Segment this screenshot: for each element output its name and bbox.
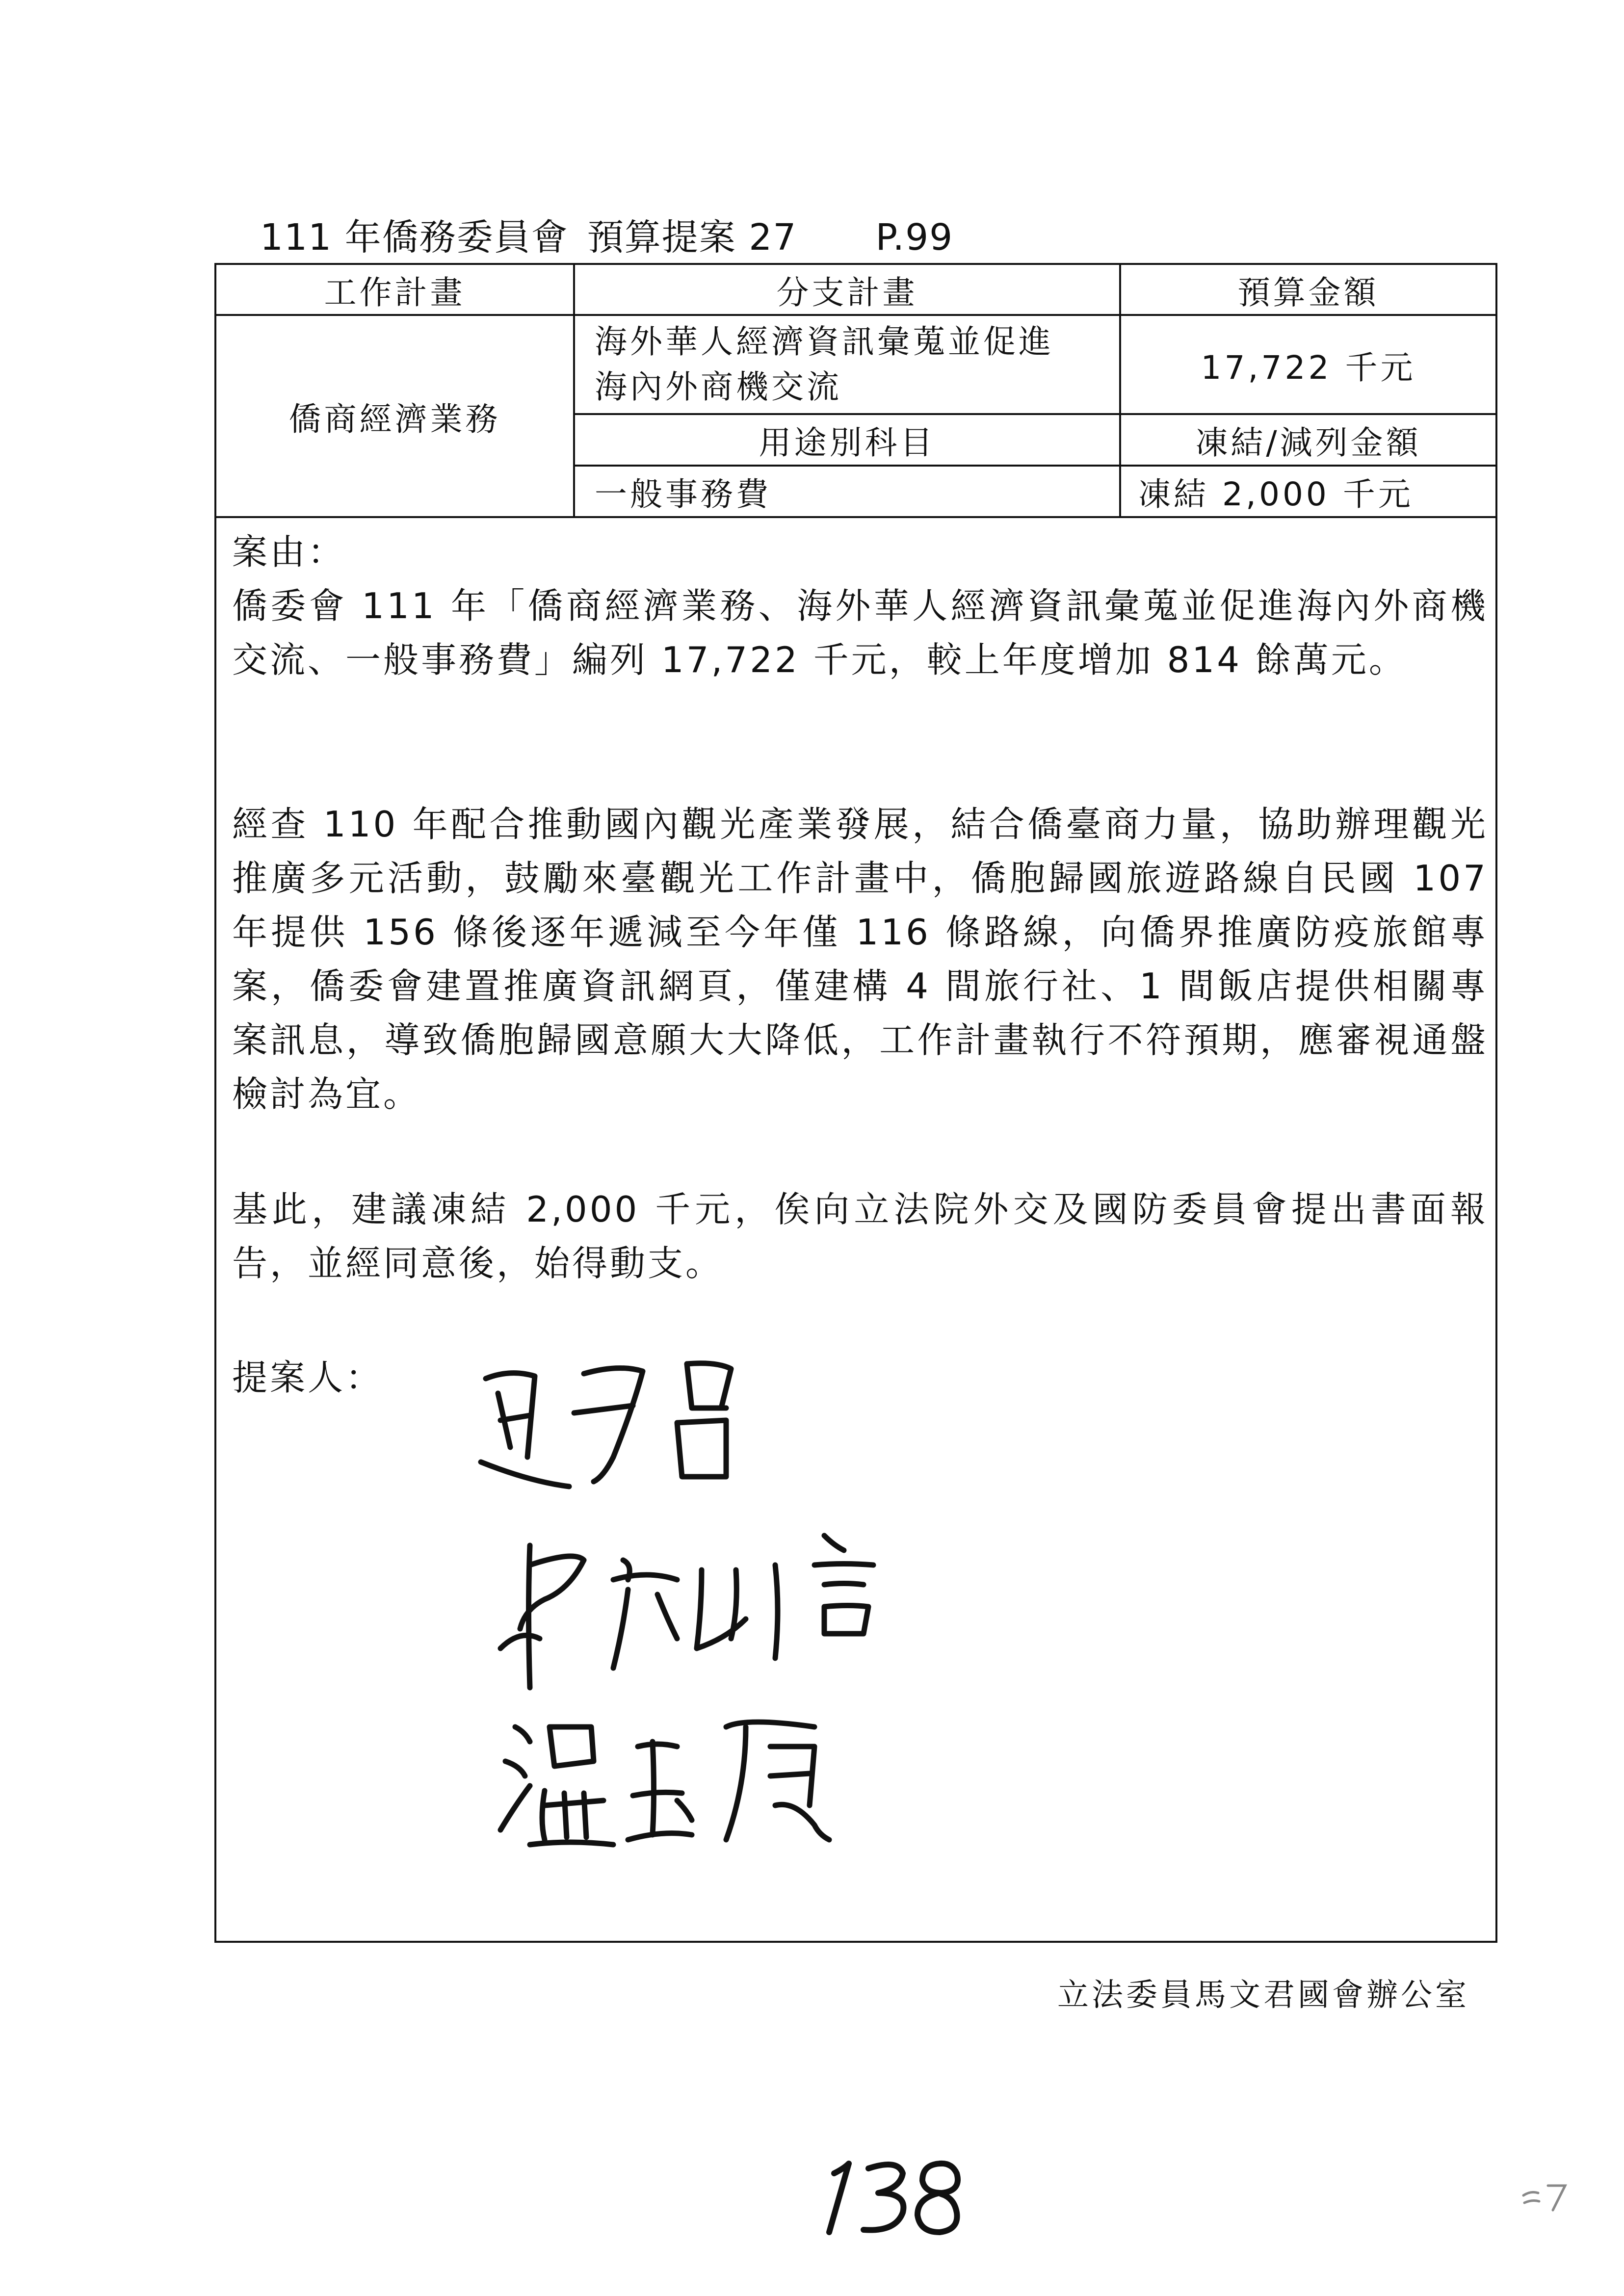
work-plan-cell: 僑商經濟業務 xyxy=(288,400,501,438)
header-title: 111 年僑務委員會 xyxy=(260,216,569,259)
subheader-subject: 用途別科目 xyxy=(759,424,936,462)
branch-plan-line: 海內外商機交流 xyxy=(595,368,842,406)
budget-amount-cell: 17,722 千元 xyxy=(1201,348,1416,387)
signature-3 xyxy=(500,1722,829,1845)
reason-paragraph-2: 經查 110 年配合推動國內觀光產業發展，結合僑臺商力量，協助辦理觀光推廣多元活動，鼓勵來臺觀光工作計畫中，僑胞歸國旅遊路線自民國 107 年提供 156 條後逐年遞減至今年僅 116 條路線，向僑界推廣防疫旅館專案，僑委會建置推廣資訊網頁，僅建構 4 間旅行社、1 間飯店提供相關專案訊息，導致僑胞歸國意願大大降低，工作計畫執行不符預期，應審視通盤檢討為宜。 xyxy=(232,804,1488,1115)
col-header-branch-plan: 分支計畫 xyxy=(776,273,918,312)
col-header-work-plan: 工作計畫 xyxy=(324,273,466,312)
frozen-amount-cell: 凍結 2,000 千元 xyxy=(1138,475,1414,513)
reason-label: 案由： xyxy=(232,531,346,573)
signature-1 xyxy=(481,1363,731,1487)
corner-scan-mark xyxy=(1519,2176,1572,2215)
handwritten-page-number xyxy=(814,2144,971,2242)
signature-2 xyxy=(500,1536,873,1688)
office-footer: 立法委員馬文君國會辦公室 xyxy=(1057,1977,1469,2013)
col-header-budget-amount: 預算金額 xyxy=(1237,273,1379,312)
branch-plan-cell xyxy=(575,316,1119,413)
subject-cell: 一般事務費 xyxy=(595,475,771,513)
reason-paragraph-3: 基此，建議凍結 2,000 千元，俟向立法院外交及國防委員會提出書面報告，並經同意後，始得動支。 xyxy=(232,1189,1488,1284)
reason-paragraph-1: 僑委會 111 年「僑商經濟業務、海外華人經濟資訊彙蒐並促進海內外商機交流、一般事務費」編列 17,722 千元，較上年度增加 814 餘萬元。 xyxy=(232,585,1488,680)
proposer-label: 提案人： xyxy=(232,1357,384,1398)
header-page-reference: P.99 xyxy=(875,216,954,259)
header-proposal-number: 預算提案 27 xyxy=(587,216,797,259)
branch-plan-line: 海外華人經濟資訊彙蒐並促進 xyxy=(595,323,1054,361)
proposal-header xyxy=(260,209,953,261)
budget-table xyxy=(214,263,1497,518)
subheader-frozen-amount: 凍結/減列金額 xyxy=(1195,424,1421,462)
handwritten-signatures xyxy=(471,1334,962,1874)
